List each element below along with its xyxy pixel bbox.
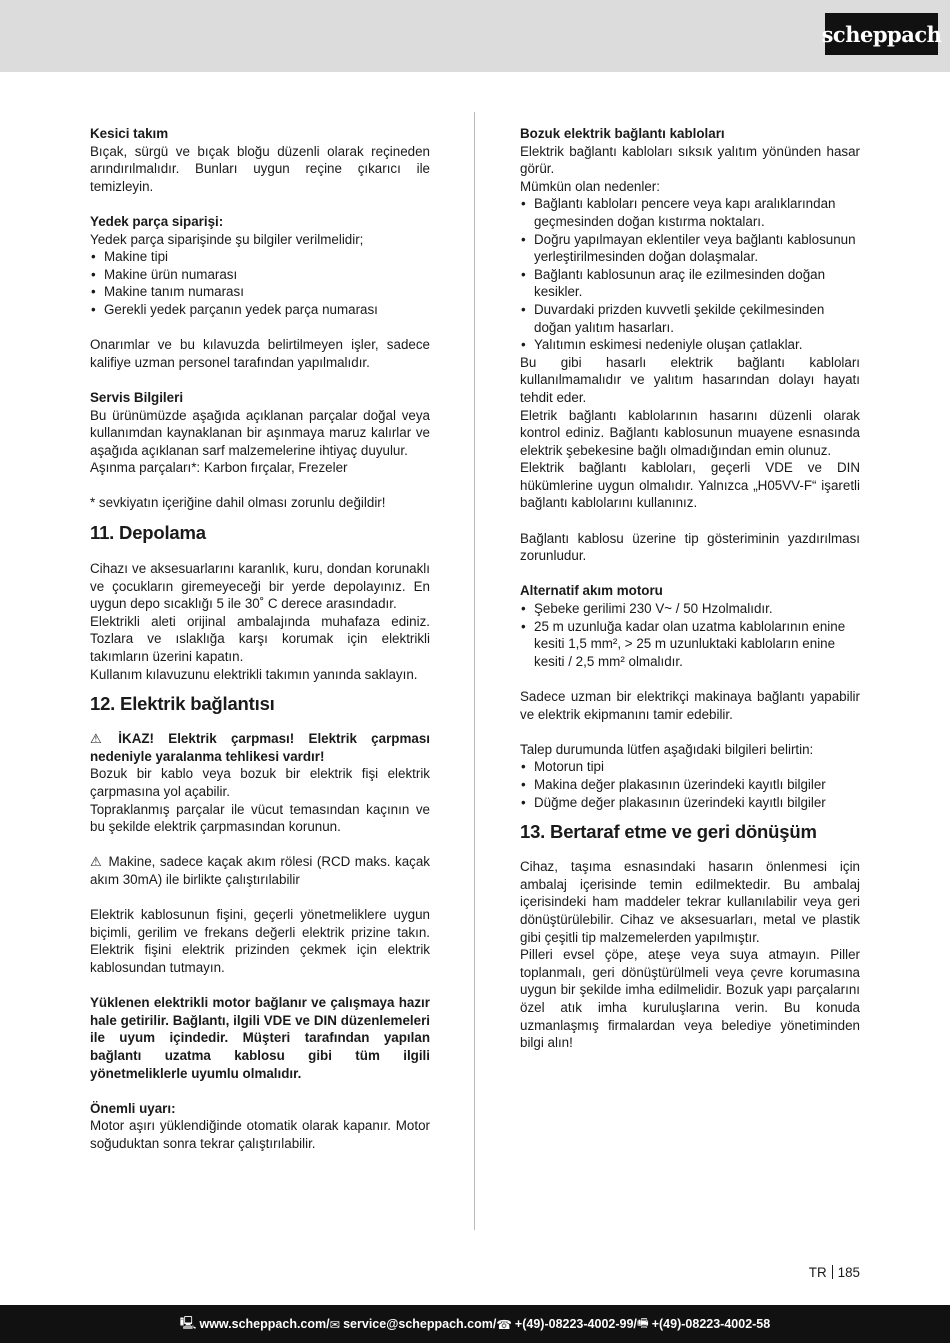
bozuk-kablo-heading: Bozuk elektrik bağlantı kabloları (520, 126, 725, 141)
ikaz-warning (90, 730, 430, 765)
list-item: • Makina değer plakasının üzerindeki kayıtlı bilgiler (520, 776, 860, 794)
onarim-text: Onarımlar ve bu kılavuzda belirtilmeyen işler, sadece kalifiye uzman personel tarafından yapılmalıdır. (90, 337, 430, 370)
yedek-intro: Yedek parça siparişinde şu bilgiler verilmelidir; (90, 231, 364, 247)
list-item: • Doğru yapılmayan eklentiler veya bağlantı kablosunun yerleştirilmesinden doğan dolaşmalar. (520, 231, 860, 266)
rcd-note (90, 853, 430, 888)
footer-email-link[interactable]: service@scheppach.com (343, 1317, 493, 1331)
section-13-heading: 13. Bertaraf etme ve geri dönüşüm (520, 821, 817, 843)
talep-list (520, 758, 860, 811)
column-divider (474, 112, 475, 1230)
tip-text: Bağlantı kablosu üzerine tip gösteriminin yazdırılması zorunludur. (520, 530, 860, 564)
depolama-p1: Cihazı ve aksesuarlarını karanlık, kuru, dondan korunaklı ve çocukların giremeyeceği bir yerde depolayınız. En uygun depo sıcaklığı 5 ile 30˚ C derece arasındadır. (90, 561, 430, 612)
page-number (790, 1265, 860, 1280)
fax-icon: 🖷 (636, 1315, 649, 1330)
yedek-list (90, 248, 430, 318)
list-item: • Duvardaki prizden kuvvetli şekilde çekilmesinden doğan yalıtım hasarları. (520, 301, 860, 336)
section-12-heading: 12. Elektrik bağlantısı (90, 693, 275, 715)
phone-icon: ☎ (496, 1317, 512, 1332)
section-11-heading: 11. Depolama (90, 522, 206, 544)
list-item: • Makine ürün numarası (90, 266, 430, 284)
brand-logo: scheppach (825, 13, 938, 55)
left-column (90, 125, 430, 1152)
footer-separator: / (492, 1317, 497, 1331)
list-item: • 25 m uzunluğa kadar olan uzatma kablolarının enine kesiti 1,5 mm², > 25 m uzunluktaki kabloların enine kesiti / 2,5 mm² olmalıdır. (520, 618, 860, 671)
list-item: • Bağlantı kabloları pencere veya kapı aralıklarından geçmesinden doğan kıstırma noktaları. (520, 195, 860, 230)
list-item: • Düğme değer plakasının üzerindeki kayıtlı bilgiler (520, 794, 860, 812)
list-item: • Şebeke gerilimi 230 V~ / 50 Hzolmalıdır. (520, 600, 860, 618)
page-number-value: 185 (837, 1265, 860, 1280)
yuklenen-text: Yüklenen elektrikli motor bağlanır ve çalışmaya hazır hale getirilir. Bağlantı, ilgili VDE ve DIN düzenlemeleri ile uyum içindedir. Müşteri tarafından yapılan bağlantı uzatma kablosu gibi tüm ilgili yönetmeliklerle uyumlu olmalıdır. (90, 995, 430, 1081)
footer-separator: / (326, 1317, 330, 1331)
list-item: • Makine tanım numarası (90, 283, 430, 301)
depolama-p3: Kullanım kılavuzunu elektrikli takımın yanında saklayın. (90, 666, 418, 682)
motor-heading: Alternatif akım motoru (520, 583, 663, 599)
warning-icon: ⚠ (90, 854, 102, 870)
mail-icon: ✉ (329, 1317, 341, 1332)
footer-separator: / (633, 1317, 637, 1331)
servis-heading: Servis Bilgileri (90, 389, 184, 405)
header-band (0, 0, 950, 72)
nedenler-list (520, 195, 860, 353)
servis-text: Bu ürünümüzde aşağıda açıklanan parçalar doğal veya kullanımdan kaynaklanan bir aşınmaya maruz kalırlar ve aşağıda açıklanan sarf malzemelerine ihtiyaç duyulur. (90, 407, 430, 458)
uzman-text: Sadece uzman bir elektrikçi makinaya bağlantı yapabilir ve elektrik ekipmanını tamir edebilir. (520, 689, 860, 722)
bozuk-kablo-intro: Elektrik bağlantı kabloları sıksık yalıtım yönünden hasar görür. (520, 143, 860, 177)
onemli-heading: Önemli uyarı: (90, 1100, 176, 1116)
rcd-text: Makine, sadece kaçak akım rölesi (RCD maks. kaçak akım 30mA) ile birlikte çalıştırılabilir (90, 854, 430, 887)
bozuk-p2: Topraklanmış parçalar ile vücut temasından kaçının ve bu şekilde elektrik çarpmasından korunun. (90, 801, 430, 835)
bertaraf-p1: Cihaz, taşıma esnasındaki hasarın önlenmesi için ambalaj içerisinde temin edilmektedir. Bu ambalaj içerisindeki ham maddeler tekrar kullanılabilir veya geri dönüştürülebilir. Cihaz ve aksesuarları, metal ve plastik gibi çeşitli tip malzemelerden yapılmıştır. (520, 859, 860, 945)
ikaz-text: İKAZ! Elektrik çarpması! Elektrik çarpması nedeniyle yaralanma tehlikesi vardır! (90, 731, 430, 764)
talep-text: Talep durumunda lütfen aşağıdaki bilgileri belirtin: (520, 741, 814, 757)
list-item: • Motorun tipi (520, 758, 860, 776)
footer-web-link[interactable]: www.scheppach.com (199, 1317, 327, 1331)
list-item: • Makine tipi (90, 248, 430, 266)
onemli-text: Motor aşırı yüklendiğinde otomatik olarak kapanır. Motor soğuduktan sonra tekrar çalıştırılabilir. (90, 1118, 430, 1151)
language-code: TR (808, 1265, 827, 1280)
footer-band (0, 1305, 950, 1343)
kesici-heading: Kesici takım (90, 126, 169, 141)
list-item: • Yalıtımın eskimesi nedeniyle oluşan çatlaklar. (520, 336, 860, 354)
bozuk-p1: Bozuk bir kablo veya bozuk bir elektrik fişi elektrik çarpmasına yol açabilir. (90, 766, 430, 799)
asinma-text: Aşınma parçaları*: Karbon fırçalar, Frezeler (90, 460, 348, 476)
depolama-p2: Elektrikli aleti orijinal ambalajında muhafaza ediniz. Tozlara ve ıslaklığa karşı korumak için elektrikli takımların üzerini kapatın. (90, 613, 430, 665)
footer-fax: +(49)-08223-4002-58 (651, 1317, 771, 1331)
warning-icon: ⚠ (90, 731, 102, 747)
kablo-text: Elektrik kablosunun fişini, geçerli yönetmeliklere uygun biçimli, gerilim ve frekans değerli elektrik prizine takın. Elektrik fişini elektrik prizinden çekmek için elektrik kablosundan tutmayın. (90, 907, 430, 975)
nedenler-label: Mümkün olan nedenler: (520, 178, 660, 194)
yedek-heading: Yedek parça siparişi: (90, 213, 224, 229)
kesici-text: Bıçak, sürgü ve bıçak bloğu düzenli olarak reçineden arındırılmalıdır. Bunları uygun reçine çıkarıcı ile temizleyin. (90, 143, 430, 194)
motor-list (520, 600, 860, 670)
computer-icon: 🖳 (179, 1315, 197, 1330)
vde-text: Elektrik bağlantı kabloları, geçerli VDE ve DIN hükümlerine uygun olmalıdır. Yalnızca „H05VV-F“ işaretli bağlantı kablolarını kullanınız. (520, 460, 860, 511)
kontrol-text: Eletrik bağlantı kablolarının hasarını düzenli olarak kontrol ediniz. Bağlantı kablosunun muayene esnasında elektrik şebekesine bağlı olmadığından emin olunuz. (520, 407, 860, 458)
list-item: • Gerekli yedek parçanın yedek parça numarası (90, 301, 430, 319)
footer-phone: +(49)-08223-4002-99 (514, 1317, 634, 1331)
bertaraf-p2: Pilleri evsel çöpe, ateşe veya suya atmayın. Piller toplanmalı, geri dönüştürülmeli veya çevre korumasına uygun bir şekilde imha edilmelidir. Bozuk yapı parçalarını özel atık imha kuruluşlarına verin. Bu konuda uzmanlaşmış firmalardan veya belediye yönetiminden bilgi alın! (520, 947, 860, 1051)
right-column (520, 125, 860, 1052)
list-item: • Bağlantı kablosunun araç ile ezilmesinden doğan kesikler. (520, 266, 860, 301)
hasarli-text: Bu gibi hasarlı elektrik bağlantı kabloları kullanılmamalıdır ve yalıtım hasarından dolayı hayatı tehdit eder. (520, 354, 860, 405)
sevkiyat-note: * sevkiyatın içeriğine dahil olması zorunlu değildir! (90, 495, 386, 511)
